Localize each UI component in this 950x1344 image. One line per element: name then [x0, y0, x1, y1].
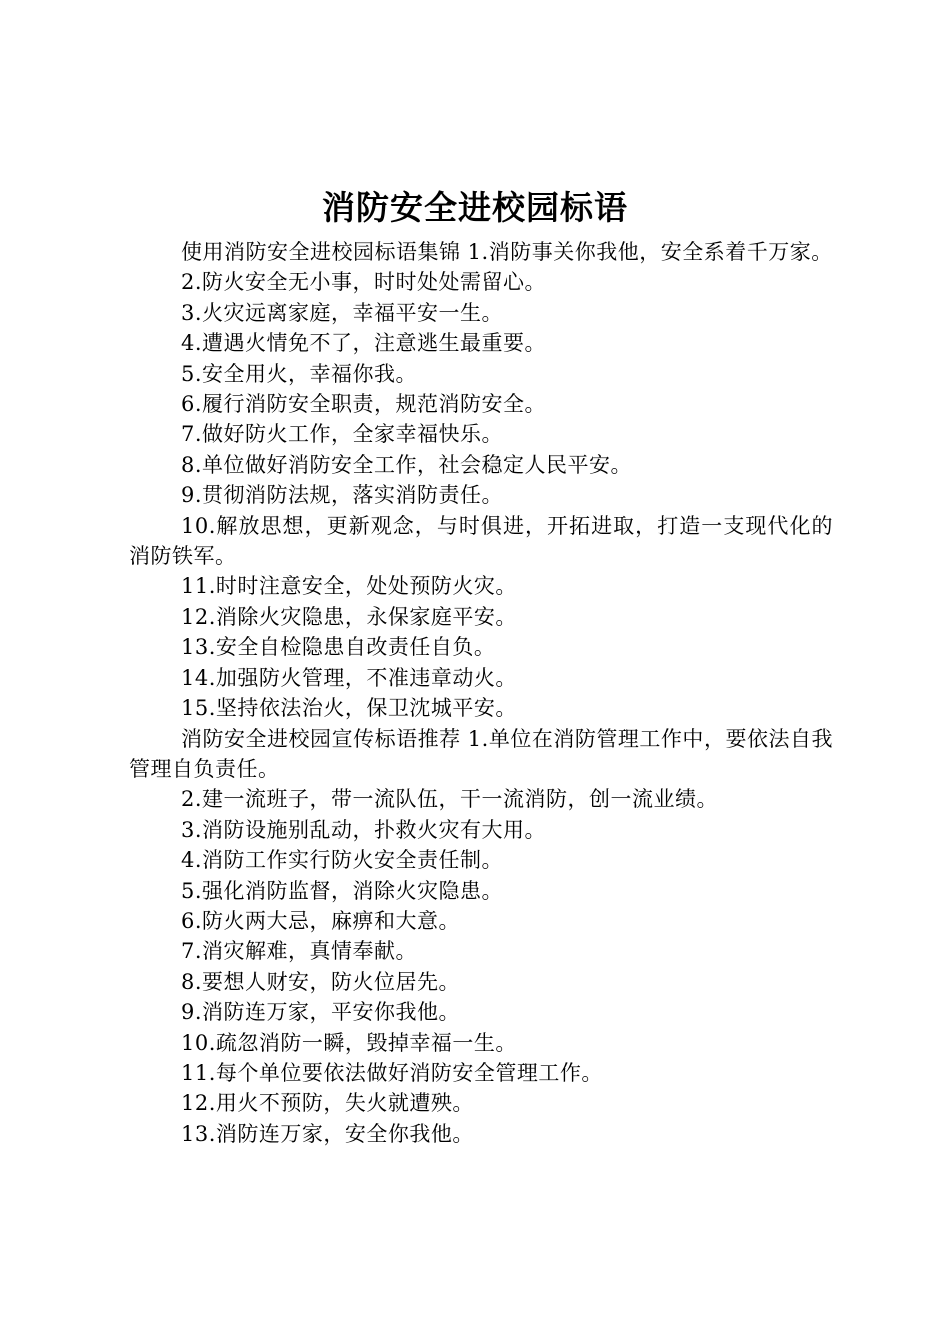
paragraph: 3.火灾远离家庭，幸福平安一生。 [181, 300, 504, 325]
paragraph: 11.每个单位要依法做好消防安全管理工作。 [181, 1060, 603, 1085]
paragraph: 12.消除火灾隐患，永保家庭平安。 [181, 604, 517, 629]
paragraph: 11.时时注意安全，处处预防火灾。 [181, 574, 517, 599]
document-body [129, 237, 833, 1149]
paragraph: 10.解放思想，更新观念，与时俱进，开拓进取，打造一支现代化的消防铁军。 [129, 513, 833, 569]
paragraph: 使用消防安全进校园标语集锦 1.消防事关你我他，安全系着千万家。 [181, 240, 833, 264]
paragraph: 14.加强防火管理，不准违章动火。 [181, 665, 517, 690]
document-title: 消防安全进校园标语 [322, 188, 628, 227]
paragraph: 3.消防设施别乱动，扑救火灾有大用。 [181, 817, 547, 842]
paragraph: 7.做好防火工作，全家幸福快乐。 [181, 422, 504, 447]
paragraph: 6.防火两大忌，麻痹和大意。 [181, 908, 461, 933]
paragraph: 9.消防连万家，平安你我他。 [181, 1000, 461, 1025]
paragraph: 12.用火不预防，失火就遭殃。 [181, 1091, 474, 1116]
paragraph: 13.消防连万家，安全你我他。 [181, 1121, 474, 1146]
paragraph: 4.消防工作实行防火安全责任制。 [181, 848, 504, 873]
paragraph: 5.强化消防监督，消除火灾隐患。 [181, 878, 504, 903]
paragraph: 8.单位做好消防安全工作，社会稳定人民平安。 [181, 452, 633, 477]
paragraph: 10.疏忽消防一瞬，毁掉幸福一生。 [181, 1030, 517, 1055]
paragraph: 2.防火安全无小事，时时处处需留心。 [181, 270, 547, 295]
paragraph: 9.贯彻消防法规，落实消防责任。 [181, 483, 504, 508]
paragraph: 7.消灾解难，真情奉献。 [181, 939, 418, 964]
paragraph: 4.遭遇火情免不了，注意逃生最重要。 [181, 331, 547, 356]
paragraph: 2.建一流班子，带一流队伍，干一流消防，创一流业绩。 [181, 787, 719, 812]
paragraph: 15.坚持依法治火，保卫沈城平安。 [181, 696, 517, 721]
paragraph: 13.安全自检隐患自改责任自负。 [181, 635, 496, 660]
paragraph: 6.履行消防安全职责，规范消防安全。 [181, 392, 547, 417]
paragraph: 8.要想人财安，防火位居先。 [181, 969, 461, 994]
paragraph: 5.安全用火，幸福你我。 [181, 361, 418, 386]
paragraph: 消防安全进校园宣传标语推荐 1.单位在消防管理工作中，要依法自我管理自负责任。 [129, 726, 833, 781]
